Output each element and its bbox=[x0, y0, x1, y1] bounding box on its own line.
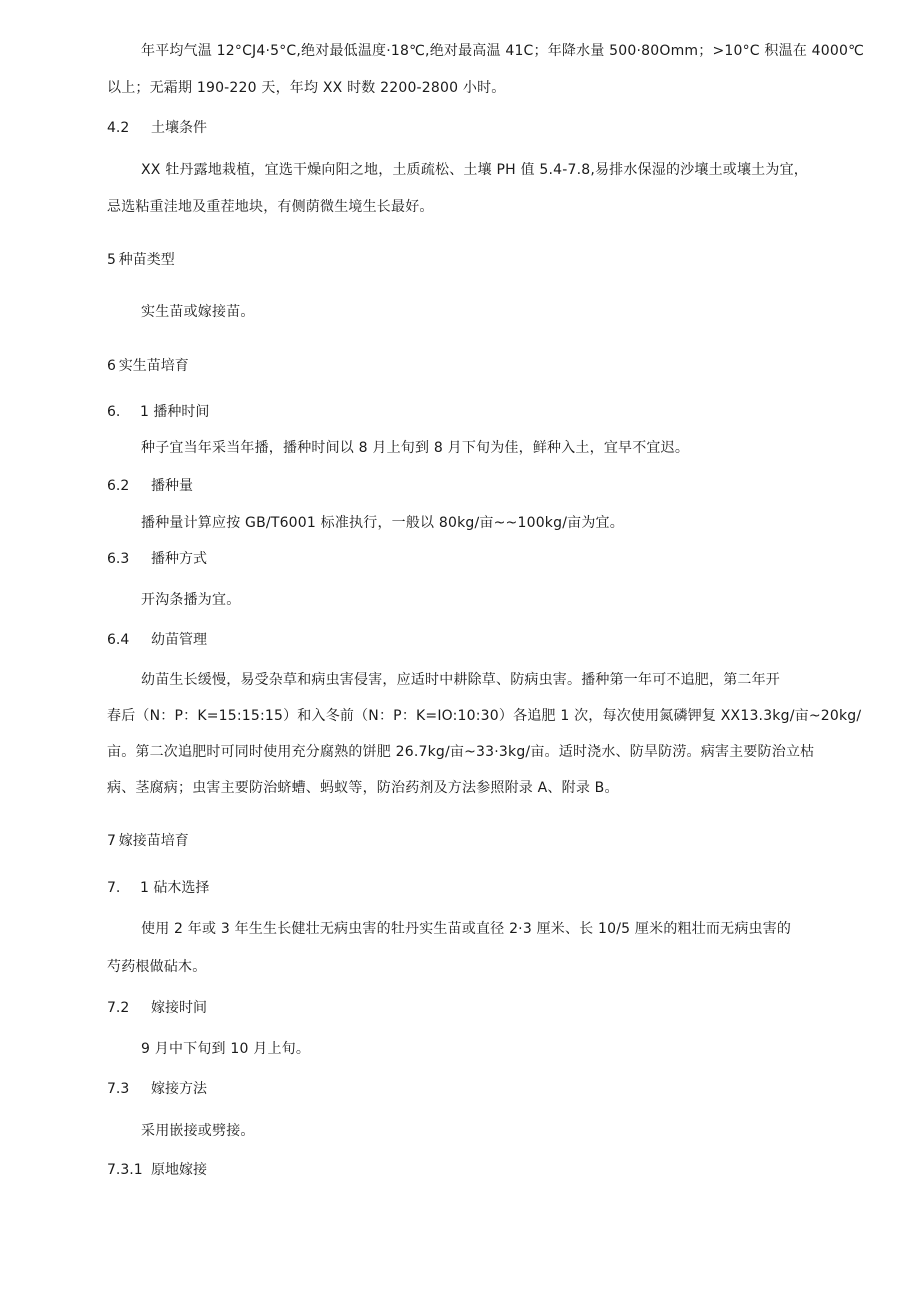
grafting-time-text: 9 月中下旬到 10 月上旬。 bbox=[141, 1041, 311, 1057]
section-title: 嫁接苗培育 bbox=[118, 833, 189, 849]
rootstock-line-2: 芍药根做砧木。 bbox=[107, 959, 207, 975]
section-title: 嫁接时间 bbox=[151, 1000, 207, 1016]
section-title: 1 砧木选择 bbox=[140, 880, 210, 896]
sowing-amount-text: 播种量计算应按 GB/T6001 标准执行，一般以 80kg∕亩~~100kg/亩为宜。 bbox=[141, 515, 624, 531]
climate-line-1: 年平均气温 12°CJ4·5°C,绝对最低温度·18℃,绝对最高温 41C；年降水量 500·80Omm；>10°C 积温在 4000℃ bbox=[141, 43, 865, 59]
section-title: 播种方式 bbox=[151, 551, 207, 567]
section-7-1-heading bbox=[107, 878, 209, 898]
section-6-2-heading bbox=[107, 476, 193, 496]
section-number: 5 bbox=[107, 252, 116, 268]
section-6-4-heading bbox=[107, 630, 207, 650]
section-number: 7.2 bbox=[107, 1000, 130, 1016]
climate-line-2: 以上；无霜期 190-220 天，年均 XX 时数 2200-2800 小时。 bbox=[107, 80, 506, 96]
section-6-1-heading bbox=[107, 402, 209, 422]
section-number: 4.2 bbox=[107, 120, 130, 136]
section-title: 幼苗管理 bbox=[151, 632, 207, 648]
young-line-3: 亩。第二次追肥时可同时使用充分腐熟的饼肥 26.7kg∕亩~33·3kg/亩。适时浇水、防旱防涝。病害主要防治立枯 bbox=[107, 744, 815, 760]
section-number: 7.3 bbox=[107, 1081, 130, 1097]
soil-line-2: 忌选粘重洼地及重茬地块，有侧荫微生境生长最好。 bbox=[107, 199, 434, 215]
section-6-3-heading bbox=[107, 549, 207, 569]
section-number: 7.3.1 bbox=[107, 1162, 143, 1178]
section-number: 6 bbox=[107, 358, 116, 374]
soil-line-1: XX 牡丹露地栽植，宜选干燥向阳之地，土质疏松、土壤 PH 值 5.4-7.8,易排水保湿的沙壤土或壤土为宜， bbox=[141, 162, 808, 178]
section-title: 土壤条件 bbox=[151, 120, 207, 136]
section-5-heading bbox=[107, 250, 175, 270]
section-7-3-1-heading bbox=[107, 1160, 207, 1180]
rootstock-line-1: 使用 2 年或 3 年生生长健壮无病虫害的牡丹实生苗或直径 2·3 厘米、长 10/5 厘米的粗壮而无病虫害的 bbox=[141, 921, 792, 937]
section-7-2-heading bbox=[107, 998, 207, 1018]
seedling-types-text: 实生苗或嫁接苗。 bbox=[141, 304, 255, 320]
young-line-2: 春后（N：P：K=15:15:15）和入冬前（N：P：K=IO:10:30）各追肥 1 次，每次使用氮磷钾复 XX13.3kg/亩~20kg∕ bbox=[107, 708, 862, 724]
section-title: 嫁接方法 bbox=[151, 1081, 207, 1097]
section-number: 6.4 bbox=[107, 632, 130, 648]
section-number: 6.2 bbox=[107, 478, 130, 494]
section-number: 6. bbox=[107, 404, 121, 420]
section-7-3-heading bbox=[107, 1079, 207, 1099]
section-title: 播种量 bbox=[151, 478, 193, 494]
young-line-1: 幼苗生长缓慢，易受杂草和病虫害侵害，应适时中耕除草、防病虫害。播种第一年可不追肥，第二年开 bbox=[141, 672, 780, 688]
section-6-heading bbox=[107, 356, 189, 376]
section-title: 实生苗培育 bbox=[118, 358, 189, 374]
section-title: 1 播种时间 bbox=[140, 404, 210, 420]
young-line-4: 病、茎腐病；虫害主要防治蛴螬、蚂蚁等，防治药剂及方法参照附录 A、附录 B。 bbox=[107, 780, 619, 796]
section-4-2-heading bbox=[107, 118, 207, 138]
section-title: 种苗类型 bbox=[118, 252, 175, 268]
sowing-time-text: 种子宜当年采当年播，播种时间以 8 月上旬到 8 月下旬为佳，鲜种入土，宜早不宜迟。 bbox=[141, 440, 690, 456]
section-number: 7 bbox=[107, 833, 116, 849]
sowing-method-text: 开沟条播为宜。 bbox=[141, 592, 241, 608]
section-title: 原地嫁接 bbox=[151, 1162, 207, 1178]
section-number: 7. bbox=[107, 880, 121, 896]
grafting-method-text: 采用嵌接或劈接。 bbox=[141, 1123, 255, 1139]
section-7-heading bbox=[107, 831, 189, 851]
section-number: 6.3 bbox=[107, 551, 130, 567]
